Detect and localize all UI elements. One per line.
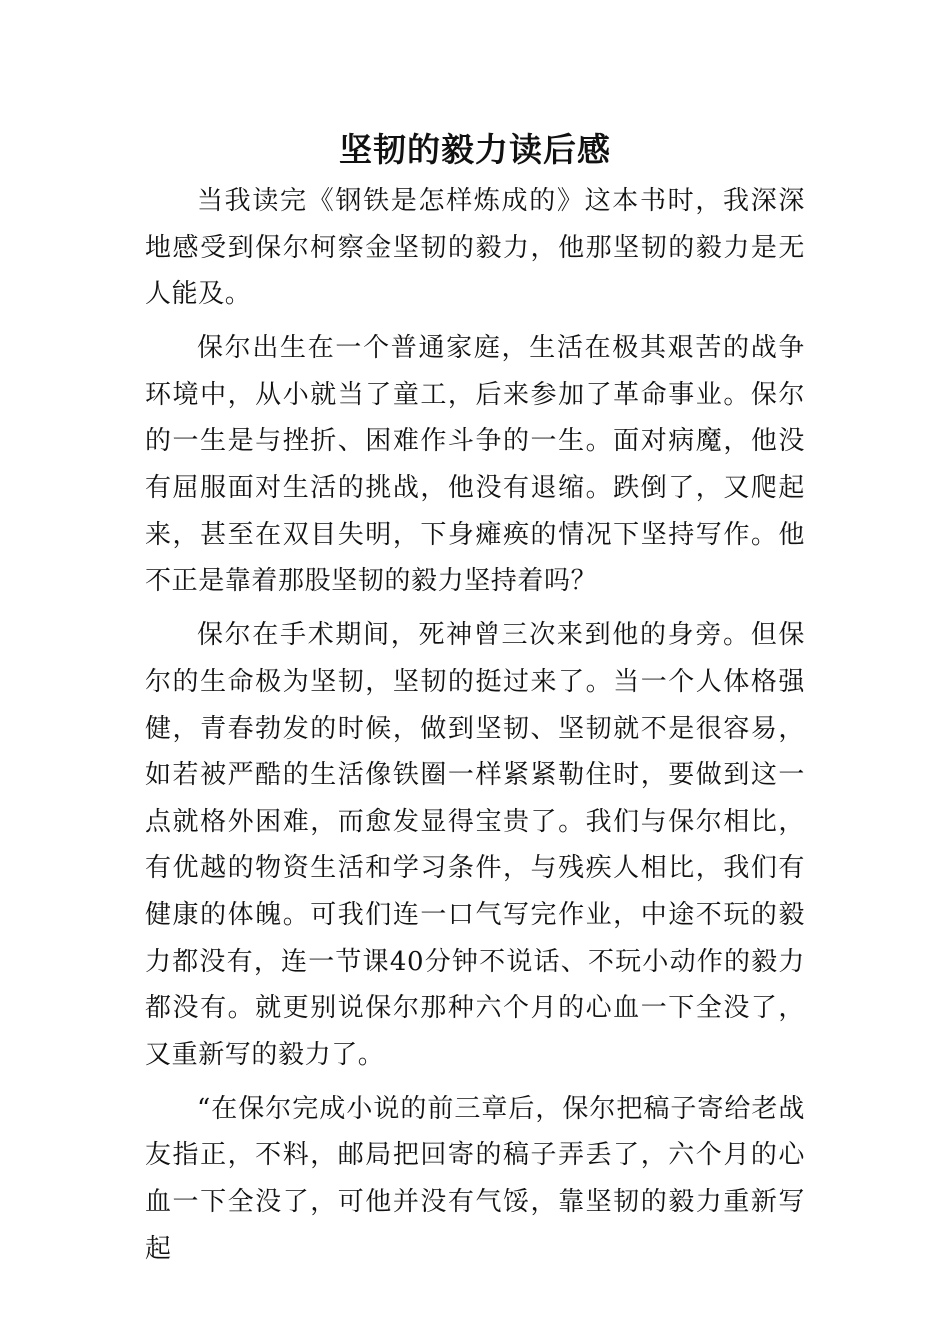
document-title: 坚韧的毅力读后感 bbox=[339, 130, 611, 169]
paragraph-3: 保尔在手术期间，死神曾三次来到他的身旁。但保尔的生命极为坚韧，坚韧的挺过来了。当一个人体格强健，青春勃发的时候，做到坚韧、坚韧就不是很容易，如若被严酷的生活像铁圈一样紧紧勒住时，要做到这一点就格外困难，而愈发显得宝贵了。我们与保尔相比，有优越的物资生活和学习条件，与残疾人相比，我们有健康的体魄。可我们连一口气写完作业，中途不玩的毅力都没有，连一节课40分钟不说话、不玩小动作的毅力都没有。就更别说保尔那种六个月的心血一下全没了，又重新写的毅力了。 bbox=[145, 620, 805, 1070]
document-body bbox=[145, 178, 805, 1272]
paragraph-2: 保尔出生在一个普通家庭，生活在极其艰苦的战争环境中，从小就当了童工，后来参加了革命事业。保尔的一生是与挫折、困难作斗争的一生。面对病魔，他没有屈服面对生活的挑战，他没有退缩。跌倒了，又爬起来，甚至在双目失明，下身瘫痪的情况下坚持写作。他不正是靠着那股坚韧的毅力坚持着吗？ bbox=[145, 333, 805, 597]
paragraph-1: 当我读完《钢铁是怎样炼成的》这本书时，我深深地感受到保尔柯察金坚韧的毅力，他那坚韧的毅力是无人能及。 bbox=[145, 186, 805, 310]
paragraph-4: “在保尔完成小说的前三章后，保尔把稿子寄给老战友指正，不料，邮局把回寄的稿子弄丢了，六个月的心血一下全没了，可他并没有气馁，靠坚韧的毅力重新写起 bbox=[145, 1093, 805, 1264]
